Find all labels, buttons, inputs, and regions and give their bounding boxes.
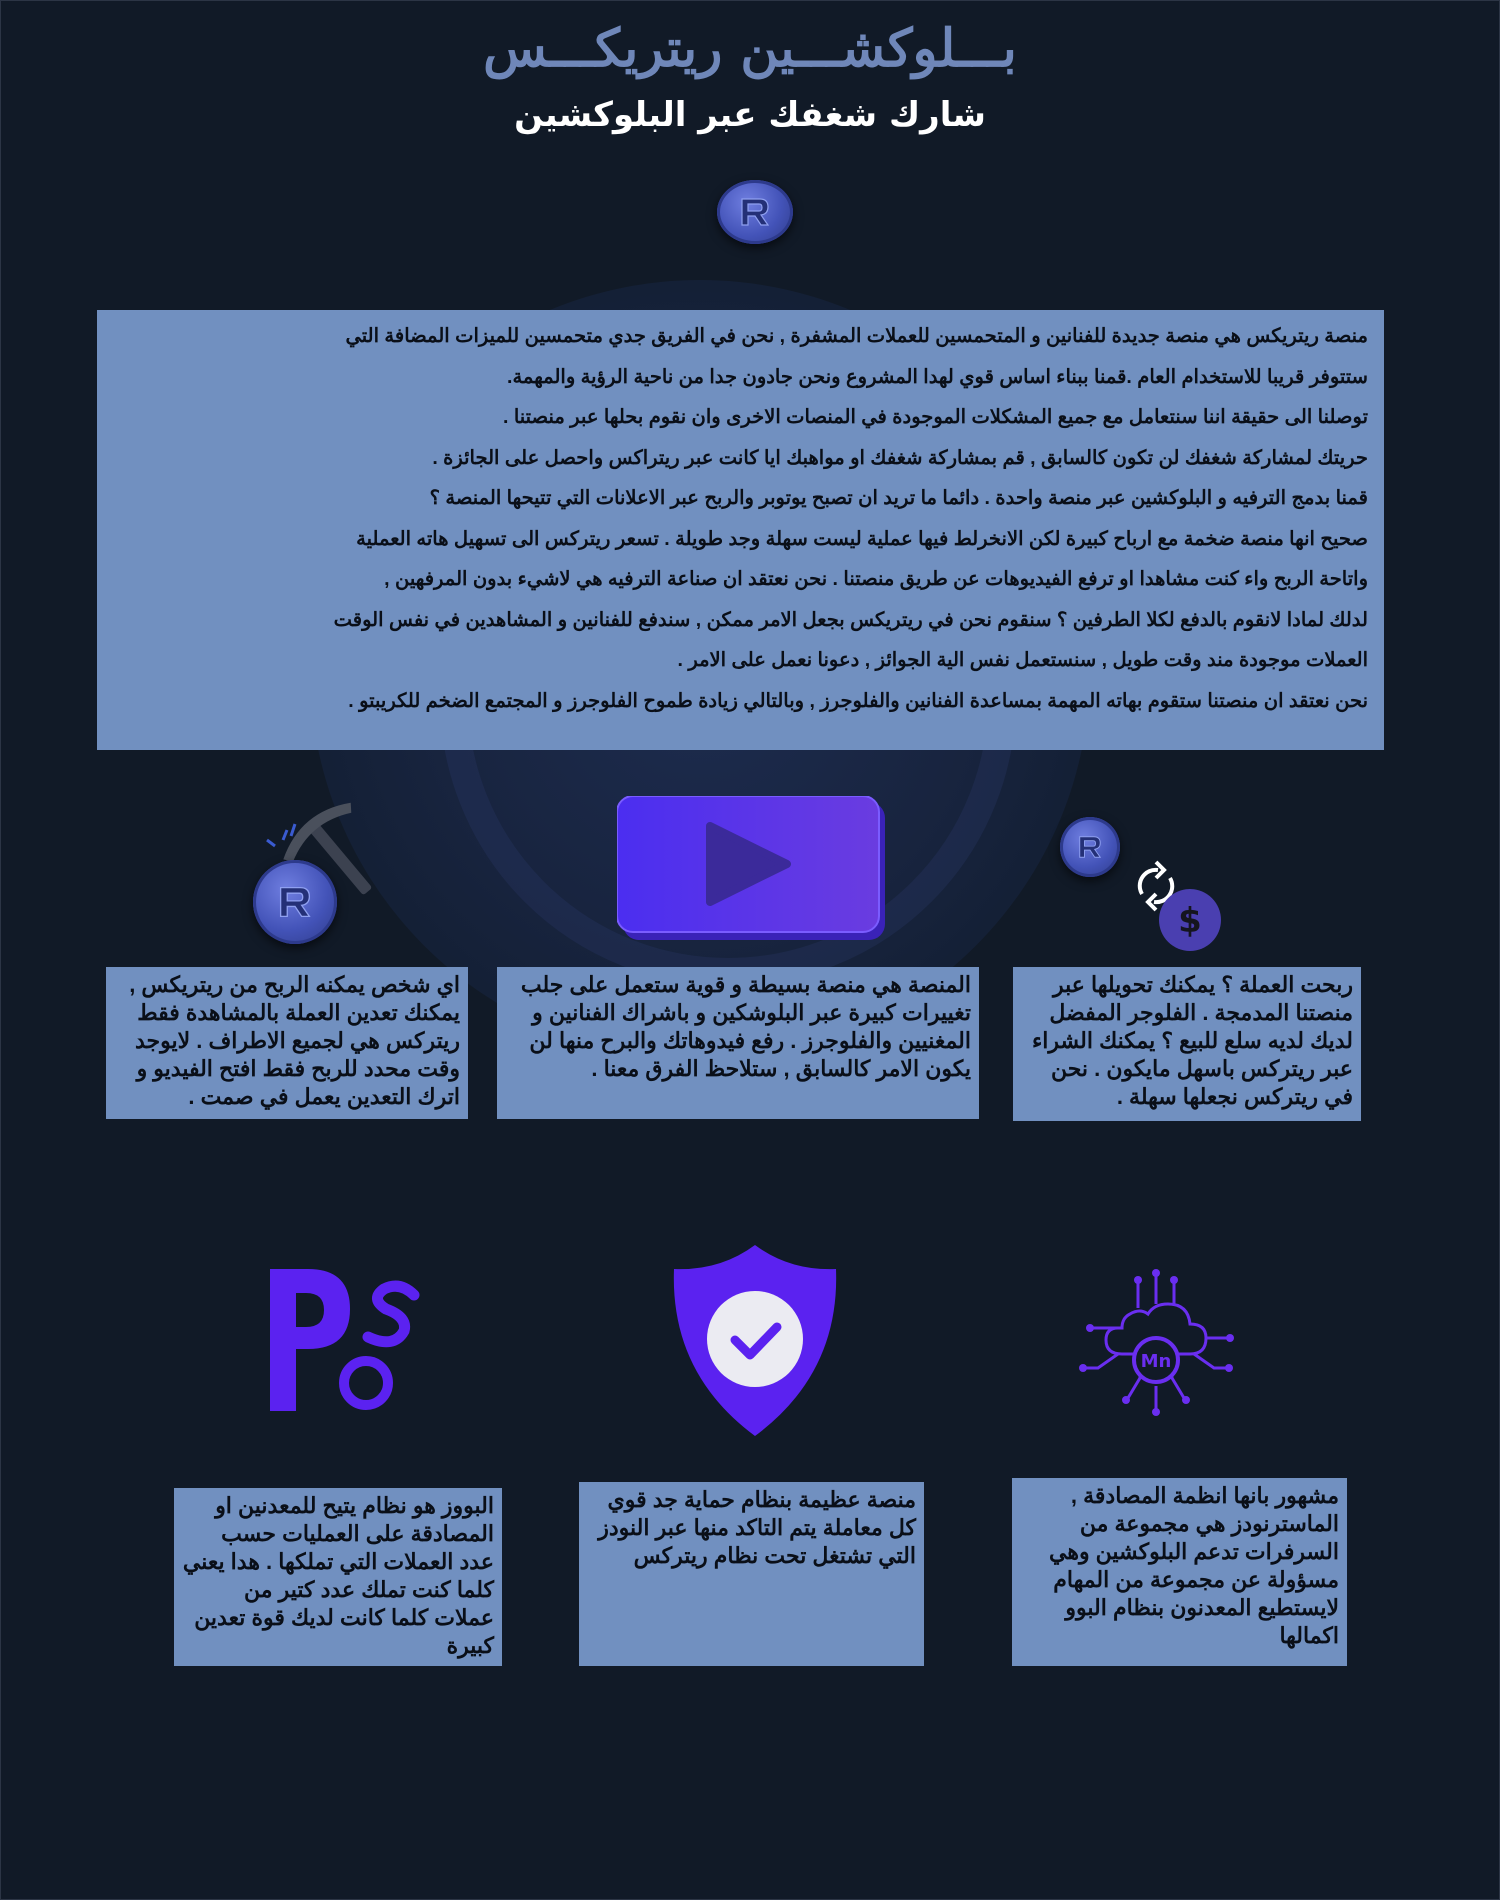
feature-text: ربحت العملة ؟ يمكنك تحويلها عبر منصتنا المدمجة . الفلوجر المفضل لديك لديه سلع للبيع ؟ يمكنك الشراء عبر ريتركس باسهل مايكون . نحن في ريتركس نجعلها سهلة .: [1031, 972, 1353, 1109]
intro-line: قمنا بدمج الترفيه و البلوكشين عبر منصة واحدة . دائما ما تريد ان تصبح يوتوبر والربح عبر الاعلانات التي تتيحها المنصة ؟: [429, 487, 1368, 509]
intro-line: واتاحة الربح واء كنت مشاهدا او ترفع الفيديوهات عن طريق منصتنا . نحن نعتقد ان صناعة الترفيه هي لاشيء بدون المرفهين ,: [384, 568, 1368, 590]
exchange-rtrx-coin: [1060, 817, 1120, 877]
page-subtitle: شارك شغفك عبر البلوكشين: [514, 95, 986, 135]
feature-card-masternodes: [1012, 1478, 1347, 1666]
masternode-cloud-icon: [1078, 1268, 1234, 1416]
play-video-icon[interactable]: [617, 796, 885, 940]
intro-line: ستتوفر قريبا للاستخدام العام .قمنا ببناء اساس قوي لهدا المشروع ونحن جادون جدا من ناحية الرؤية والمهمة.: [507, 365, 1368, 388]
intro-line: توصلنا الى حقيقة اننا سنتعامل مع جميع المشكلات الموجودة في المنصات الاخرى وان نقوم بحلها عبر منصتنا .: [502, 406, 1368, 428]
dollar-coin-icon: [1158, 888, 1222, 952]
masternode-label: Mn: [1140, 1351, 1172, 1372]
feature-text: مشهور بانها انظمة المصادقة , الماسترنودز هي مجموعة من السرفرات تدعم البلوكشين وهي مسؤولة عن مجموعة من المهام لايستطيع المعدنون بنظام البوو اكمالها: [1049, 1483, 1339, 1648]
feature-text: المنصة هي منصة بسيطة و قوية ستعمل على جلب تغييرات كبيرة عبر البلوشكين و باشراك الفنانين و المغنيين والفلوجرز . رفع فيدوهاتك والبرح منها لن يكون الامر كالسابق , ستلاحظ الفرق معنا .: [520, 972, 971, 1081]
feature-text: البووز هو نظام يتيح للمعدنين او المصادقة على العمليات حسب عدد العملات التي تملكها . هدا يعني كلما كنت تملك عدد كتير من عملات كلما كانت لديك قوة تعدين كبيرة: [182, 1493, 494, 1658]
intro-line: نحن نعتقد ان منصتنا ستقوم بهاته المهمة بمساعدة الفنانين والفلوجرز , وبالتالي زيادة طموح الفلوجرز و المجتمع الضخم للكريبتو .: [348, 689, 1368, 712]
intro-line: صحيح انها منصة ضخمة مع ارباح كبيرة لكن الانخرلط فيها عملية ليست سهلة وجد طويلة . تسعر ريتركس الى تسهيل هاته العملية: [356, 527, 1368, 550]
svg-text:$: $: [1178, 901, 1202, 941]
mining-rtrx-coin: [253, 860, 337, 944]
feature-text: منصة عظيمة بنظام حماية جد قوي كل معاملة يتم التاكد منها عبر النودز التي تشتغل تحت نظام ريتركس: [598, 1487, 916, 1568]
feature-card-pos: [174, 1488, 502, 1666]
intro-line: العملات موجودة مند وقت طويل , سنستعمل نفس الية الجوائز , دعونا نعمل على الامر .: [677, 649, 1368, 671]
feature-card-exchange: [1013, 967, 1361, 1121]
shield-check-icon: [670, 1243, 840, 1438]
intro-line: لدلك لمادا لانقوم بالدفع لكلا الطرفين ؟ سنقوم نحن في ريتريكس بجعل الامر ممكن , سندفع للفنانين و المشاهدين في نفس الوقت: [333, 608, 1368, 631]
pos-logo-icon: [262, 1265, 428, 1415]
feature-text: اي شخص يمكنه الربح من ريتريكس , يمكنك تعدين العملة بالمشاهدة فقط ريتركس هي لجميع الاطراف . لايوجد وقت محدد للربح فقط افتح الفيديو و اترك التعدين يعمل في صمت .: [129, 972, 460, 1109]
feature-card-mining: [106, 967, 468, 1119]
feature-card-platform: [497, 967, 979, 1119]
feature-card-security: [579, 1482, 924, 1666]
intro-line: حريتك لمشاركة شغفك لن تكون كالسابق , قم بمشاركة شغفك او مواهبك ايا كانت عبر ريتراكس واحصل على الجائزة .: [432, 446, 1368, 469]
page-title: بـــلوكشـــين ريتريكـــس: [483, 18, 1017, 79]
intro-line: منصة ريتريكس هي منصة جديدة للفنانين و المتحمسين للعملات المشفرة , نحن في الفريق جدي متحمسين للميزات المضافة التي: [345, 325, 1368, 347]
intro-text-panel: [97, 310, 1384, 750]
rtrx-coin-logo-icon: [717, 180, 793, 244]
